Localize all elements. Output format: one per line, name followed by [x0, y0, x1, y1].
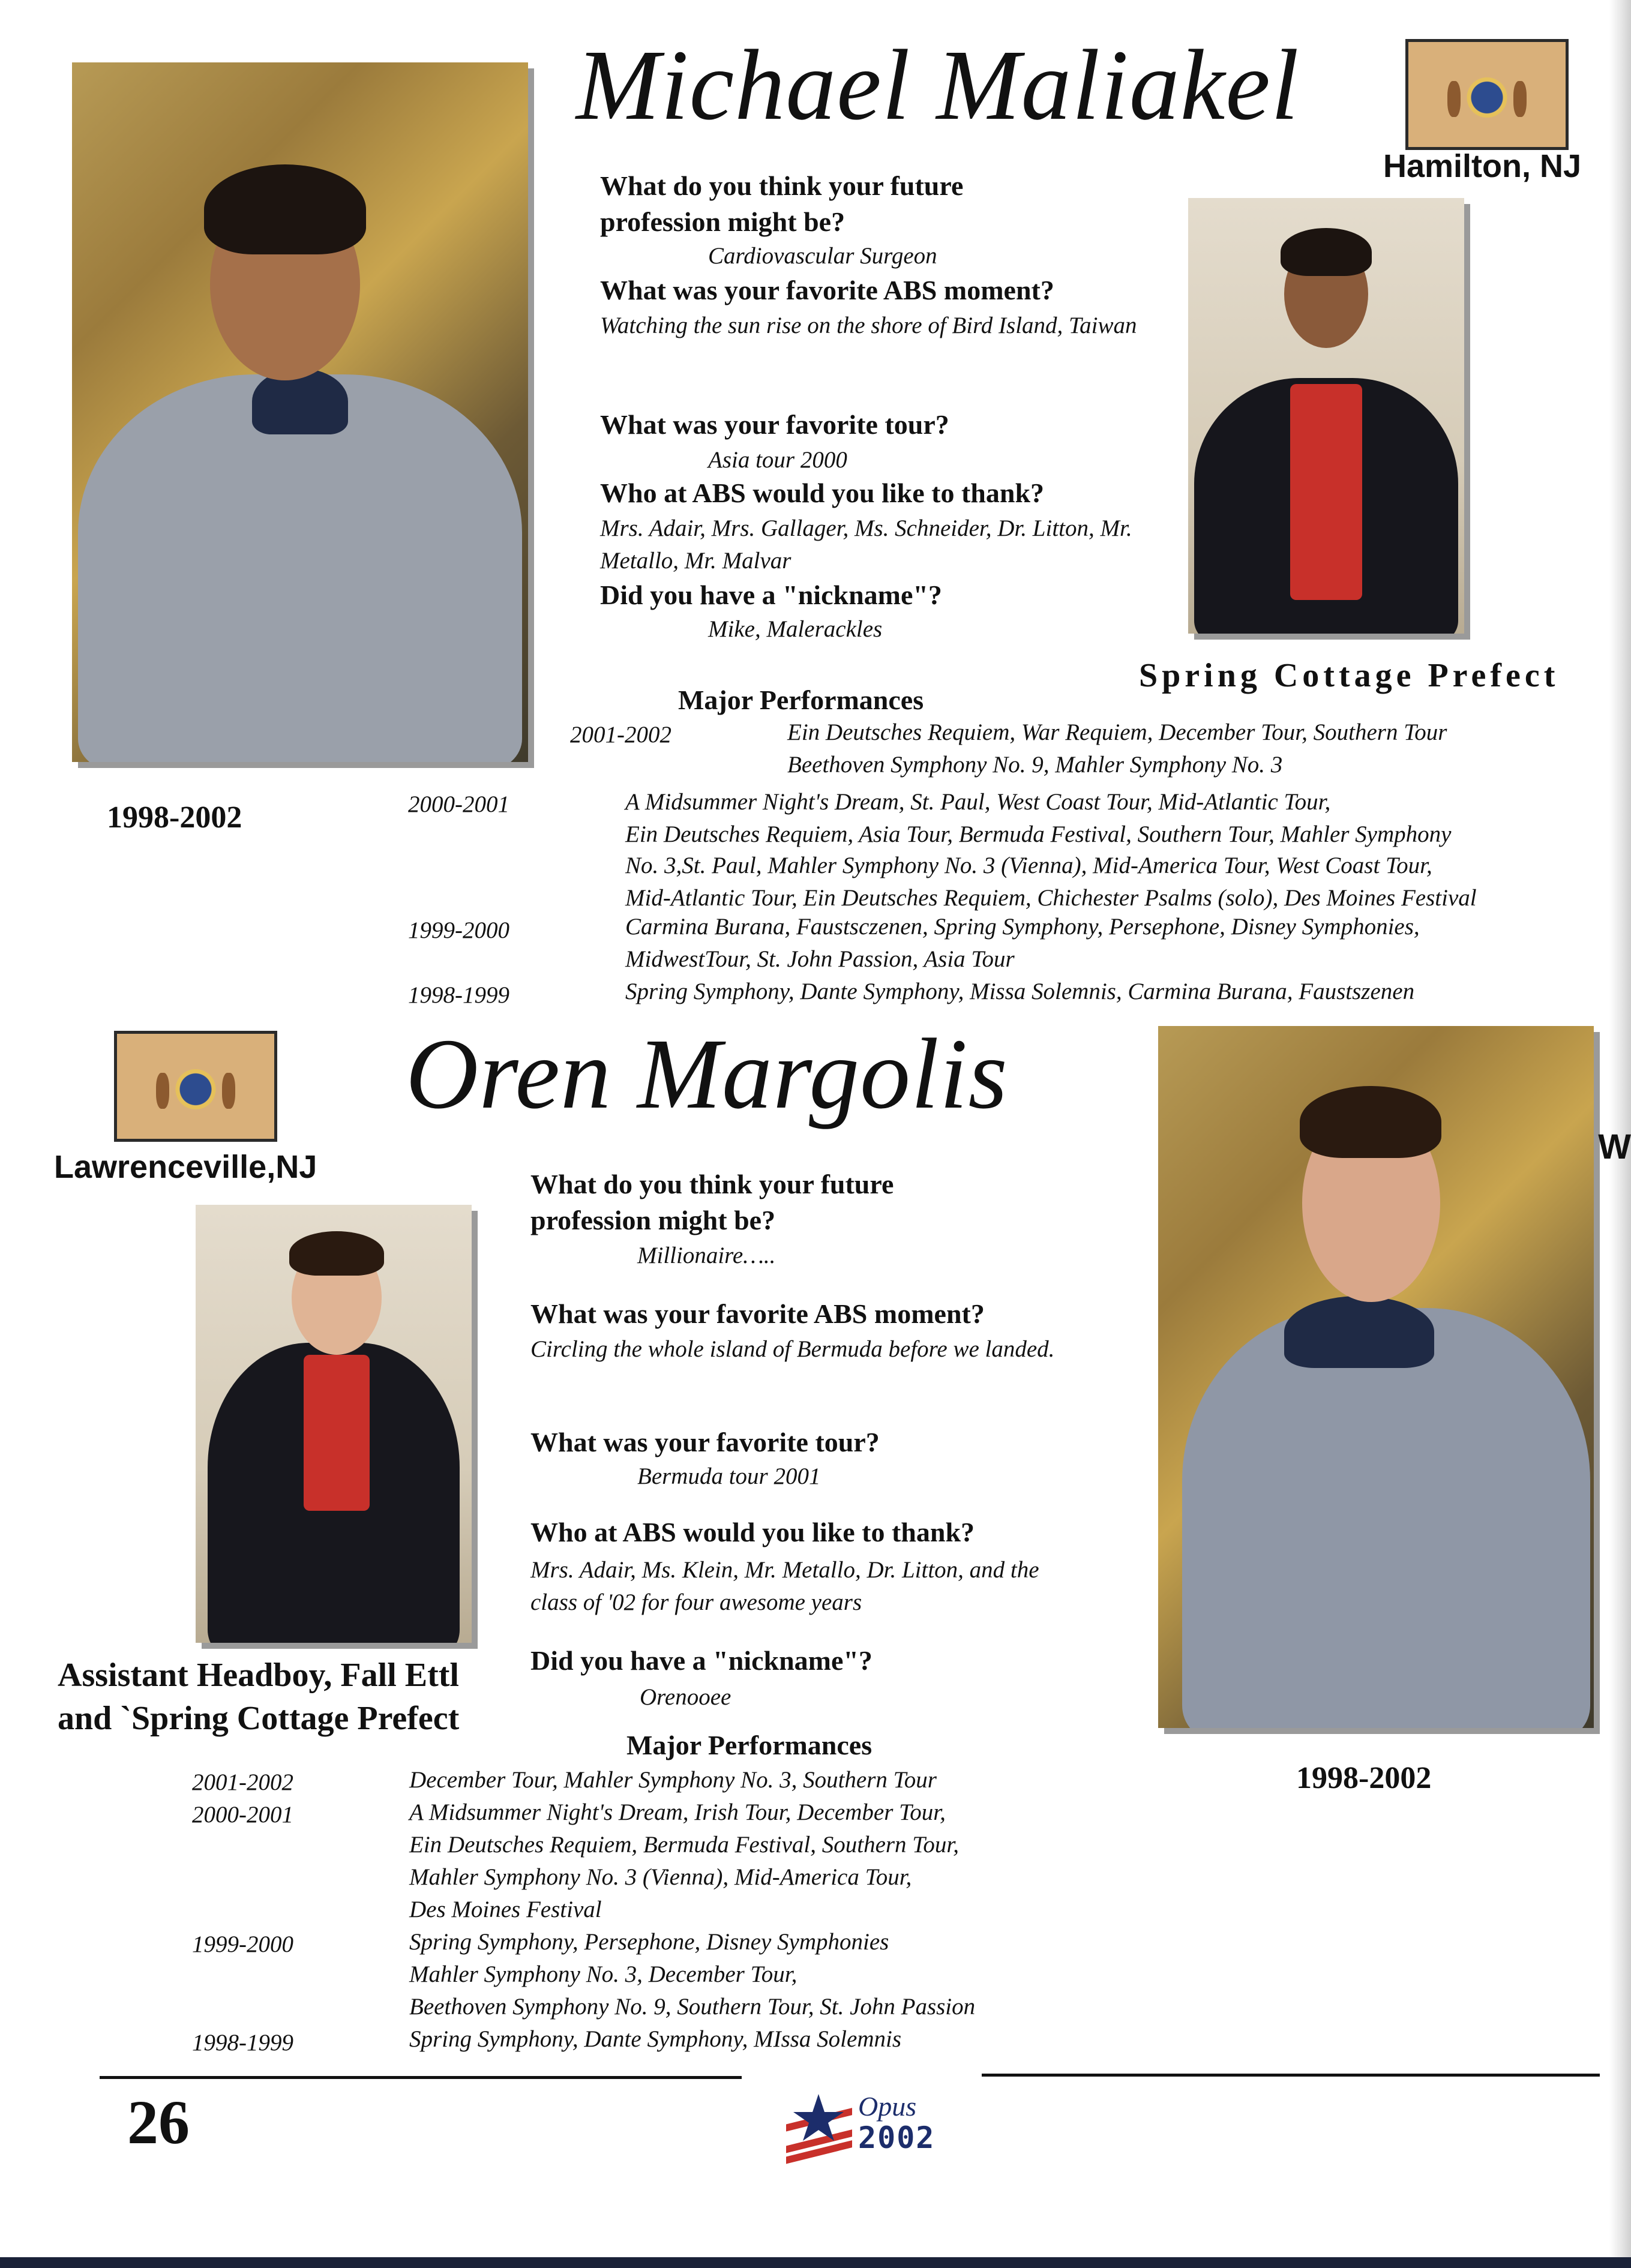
performance-line: Spring Symphony, Dante Symphony, MIssa Solemnis [409, 2026, 901, 2052]
performance-year: 2001-2002 [570, 722, 671, 748]
performance-year: 1998-1999 [192, 2030, 293, 2056]
hometown: Hamilton, NJ [1383, 148, 1582, 184]
page-number: 26 [127, 2088, 190, 2157]
student-role-line: Assistant Headboy, Fall Ettl [58, 1657, 459, 1694]
class-years: 1998-2002 [107, 800, 242, 835]
performance-line: Des Moines Festival [409, 1897, 602, 1922]
performance-line: Mid-Atlantic Tour, Ein Deutsches Requiem, Chichester Psalms (solo), Des Moines Festival [625, 885, 1477, 911]
student-name: Oren Margolis [406, 1018, 1008, 1130]
performance-line: A Midsummer Night's Dream, St. Paul, West Coast Tour, Mid-Atlantic Tour, [625, 789, 1331, 815]
performance-year: 2000-2001 [192, 1802, 293, 1828]
question: What do you think your future profession might be? [530, 1169, 894, 1235]
class-years: 1998-2002 [1296, 1761, 1432, 1795]
answer: Millionaire….. [637, 1243, 776, 1268]
answer: Mrs. Adair, Ms. Klein, Mr. Metallo, Dr. Litton, and the class of '02 for four awesome years [530, 1557, 1039, 1615]
performance-line: Beethoven Symphony No. 9, Mahler Symphony No. 3 [787, 752, 1283, 778]
performance-line: Ein Deutsches Requiem, War Requiem, December Tour, Southern Tour [787, 719, 1447, 745]
performance-line: Mahler Symphony No. 3 (Vienna), Mid-America Tour, [409, 1864, 912, 1890]
question: Who at ABS would you like to thank? [600, 478, 1045, 508]
performances-title: Major Performances [626, 1730, 873, 1760]
performance-line: December Tour, Mahler Symphony No. 3, Southern Tour [409, 1767, 937, 1793]
performance-line: Carmina Burana, Faustsczenen, Spring Symphony, Persephone, Disney Symphonies, [625, 914, 1420, 940]
portrait-photo-casual [1158, 1026, 1594, 1728]
nj-flag-icon [1405, 39, 1569, 150]
question: Did you have a "nickname"? [530, 1645, 873, 1676]
scan-bottom-band [0, 2257, 1631, 2268]
question: What was your favorite ABS moment? [530, 1298, 985, 1329]
performance-year: 2000-2001 [408, 791, 509, 817]
performance-line: Spring Symphony, Dante Symphony, Missa Solemnis, Carmina Burana, Faustszenen [625, 979, 1415, 1004]
performance-year: 1998-1999 [408, 982, 509, 1008]
question: What was your favorite ABS moment? [600, 275, 1054, 305]
question: Did you have a "nickname"? [600, 580, 942, 610]
performance-year: 2001-2002 [192, 1769, 293, 1795]
answer: Bermuda tour 2001 [637, 1463, 821, 1489]
performance-line: Ein Deutsches Requiem, Asia Tour, Bermuda Festival, Southern Tour, Mahler Symphony [625, 821, 1452, 847]
portrait-photo-casual [72, 62, 528, 762]
answer: Orenooee [640, 1684, 731, 1710]
performance-line: Spring Symphony, Persephone, Disney Symphonies [409, 1929, 889, 1955]
footer-rule-left [100, 2076, 742, 2079]
portrait-photo-uniform [196, 1205, 472, 1643]
student-role-line: and `Spring Cottage Prefect [58, 1700, 460, 1737]
performance-line: No. 3,St. Paul, Mahler Symphony No. 3 (Vienna), Mid-America Tour, West Coast Tour, [625, 853, 1432, 878]
student-role: Spring Cottage Prefect [1139, 657, 1560, 694]
performances-title: Major Performances [678, 685, 924, 715]
answer: Mrs. Adair, Mrs. Gallager, Ms. Schneider, Dr. Litton, Mr. Metallo, Mr. Malvar [600, 515, 1132, 574]
question: What was your favorite tour? [600, 409, 949, 440]
performance-line: MidwestTour, St. John Passion, Asia Tour [625, 946, 1015, 972]
logo-script: Opus [858, 2091, 917, 2122]
question: What do you think your future profession might be? [600, 170, 964, 237]
footer-rule-right [982, 2074, 1600, 2077]
opus-logo [782, 2090, 963, 2168]
answer: Mike, Malerackles [708, 616, 883, 642]
performance-line: Ein Deutsches Requiem, Bermuda Festival, Southern Tour, [409, 1832, 960, 1858]
portrait-photo-uniform [1188, 198, 1464, 634]
performance-line: Beethoven Symphony No. 9, Southern Tour, St. John Passion [409, 1994, 976, 2020]
performance-year: 1999-2000 [192, 1931, 293, 1957]
performance-line: A Midsummer Night's Dream, Irish Tour, December Tour, [409, 1799, 946, 1825]
answer: Circling the whole island of Bermuda before we landed. [530, 1336, 1055, 1362]
answer: Watching the sun rise on the shore of Bird Island, Taiwan [600, 313, 1137, 338]
student-name: Michael Maliakel [576, 29, 1300, 141]
question: What was your favorite tour? [530, 1427, 880, 1457]
nj-flag-icon [114, 1031, 277, 1142]
performance-line: Mahler Symphony No. 3, December Tour, [409, 1961, 797, 1987]
hometown: Lawrenceville,NJ [54, 1149, 317, 1185]
logo-year: 2002 [858, 2120, 936, 2155]
answer: Cardiovascular Surgeon [708, 243, 937, 269]
answer: Asia tour 2000 [708, 447, 847, 473]
adjacent-page-letter: W [1598, 1127, 1631, 1166]
question: Who at ABS would you like to thank? [530, 1517, 975, 1547]
performance-year: 1999-2000 [408, 917, 509, 943]
